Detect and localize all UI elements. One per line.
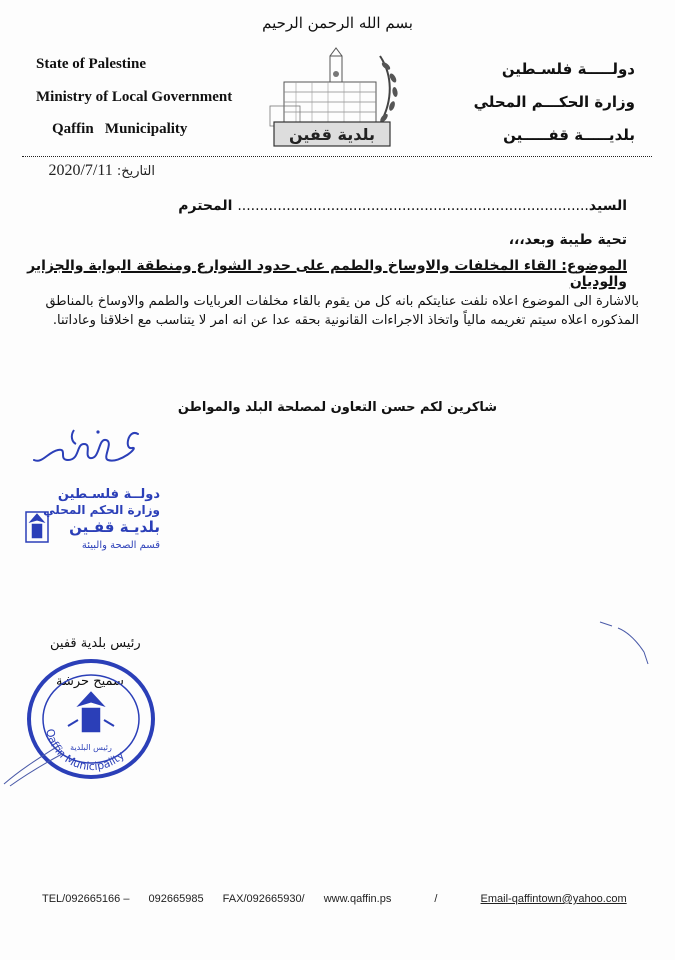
pen-mark — [598, 618, 658, 668]
signature-title: رئيس بلدية قفين — [50, 636, 141, 651]
logo-text: بلدية قفين — [289, 125, 375, 144]
department-stamp — [20, 482, 170, 554]
header-english-municipality: Qaffin Municipality — [52, 121, 188, 137]
stamp-line-department: قسم الصحة والبيئة — [81, 540, 160, 551]
basmala: بسم الله الرحمن الرحيم — [262, 14, 413, 32]
date-label: التاريخ: — [116, 164, 155, 179]
recipient-dots: ............................................................................... — [237, 198, 589, 214]
stamp-line-state: دولــة فلسـطين — [57, 487, 160, 502]
stamp-inner-text: رئيس البلدية — [70, 743, 112, 752]
footer-separator: / — [434, 893, 438, 905]
signature-name: سميح حرشة — [56, 674, 124, 689]
stamp-ring-text: Qaffin Municipality — [43, 727, 127, 774]
header-arabic-state: دولـــــة فلسـطين — [501, 60, 635, 78]
stamp-line-ministry: وزارة الحكم المحلي — [43, 503, 160, 517]
date-value: 2020/7/11 — [48, 162, 113, 179]
municipality-logo — [262, 44, 412, 154]
handwritten-signature — [28, 420, 148, 480]
letter-date — [48, 162, 155, 180]
header-divider — [22, 156, 652, 157]
recipient-suffix: المحترم — [178, 198, 233, 214]
closing-thanks: شاكرين لكم حسن التعاون لمصلحة البلد والمواطن — [177, 400, 498, 415]
header-arabic-ministry: وزارة الحكـــم المحلي — [473, 93, 635, 111]
subject-line: الموضوع: القاء المخلفات والاوساخ والطمم على حدود الشوارع ومنطقة البوابة والجزاير والوديان — [27, 258, 627, 290]
footer-tel: TEL/092665166 – — [42, 893, 130, 905]
header-arabic-municipality: بلديـــــة قفـــــين — [503, 126, 635, 144]
pen-scribble — [0, 740, 70, 790]
footer-fax: FAX/092665930/ — [222, 893, 305, 905]
recipient-prefix: السيد — [588, 198, 627, 214]
footer-email[interactable]: Email-qaffintown@yahoo.com — [480, 893, 627, 905]
header-english-ministry: Ministry of Local Government — [36, 89, 233, 105]
footer-tel-2: 092665985 — [148, 893, 204, 905]
greeting: تحية طيبة وبعد،،، — [508, 232, 627, 248]
stamp-line-municipality: بلديـة قفـين — [69, 518, 160, 536]
header-english-state: State of Palestine — [36, 56, 146, 72]
footer-contact — [42, 893, 627, 905]
letter-body: بالاشارة الى الموضوع اعلاه نلفت عنايتكم بانه كل من يقوم بالقاء مخلفات العربايات والطمم والاوساخ بالمناطق المذكوره اعلاه سيتم تغريمه مالياً واتخاذ الاجراءات القانونية بحقه عدا عن انه امر لا يتناسب مع اخلاقنا وعاداتنا. — [45, 294, 639, 328]
footer-website[interactable]: www.qaffin.ps — [323, 893, 392, 905]
recipient-line — [178, 198, 627, 214]
